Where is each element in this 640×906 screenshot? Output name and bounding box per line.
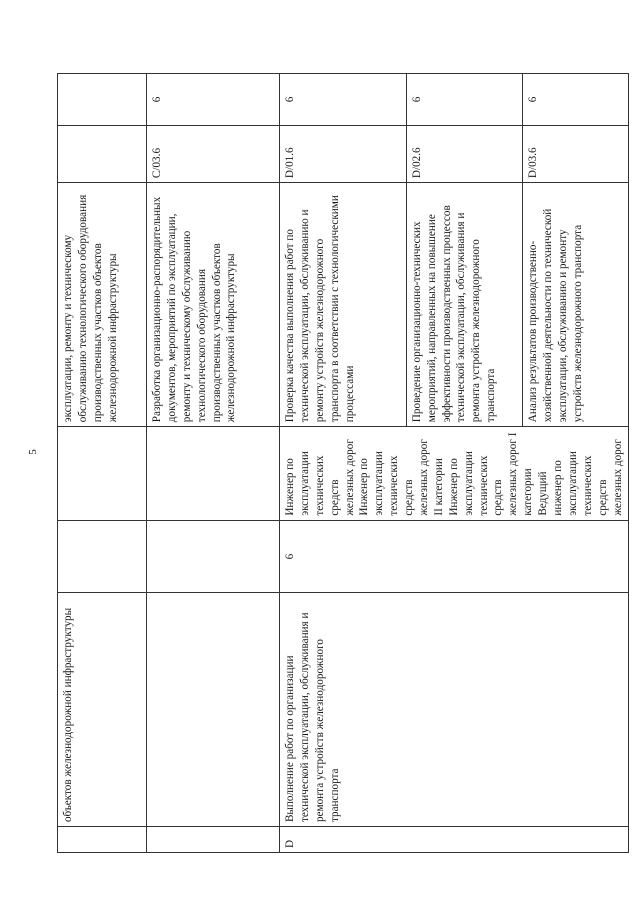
function-level-cell: 6 xyxy=(406,74,522,126)
function-code-cell: D/02.6 xyxy=(406,125,522,182)
group-name-cell: Выполнение работ по организации технической эксплуатации, обслуживания и ремонта устройств железнодорожного транспорта xyxy=(280,593,629,827)
function-level-cell: 6 xyxy=(280,74,407,126)
function-text-cell: Проведение организационно-технических мероприятий, направленных на повышение эффективности производственных процессов технической эксплуатации, обслуживания и ремонта устройств железнодорожного транспорта xyxy=(406,183,522,427)
qualifications-table xyxy=(57,73,629,853)
function-code-cell xyxy=(58,125,147,182)
function-code-cell: D/01.6 xyxy=(280,125,407,182)
positions-cell: Инженер по эксплуатации технических средств железных дорог Инженер по эксплуатации технических средств железных дорог II категории Инженер по эксплуатации технических средств железных дорог I категории Ведущий инженер по эксплуатации технических средств железных дорог xyxy=(280,427,629,520)
table-row xyxy=(58,74,147,853)
table-row xyxy=(280,74,407,853)
function-level-cell xyxy=(58,74,147,126)
group-code-cell xyxy=(147,827,280,853)
positions-cell xyxy=(147,427,280,520)
function-text-cell: Проверка качества выполнения работ по технической эксплуатации, обслуживанию и ремонту устройств железнодорожного транспорта в соответствии с технологическими процессами xyxy=(280,183,407,427)
function-text-cell: эксплуатации, ремонту и техническому обслуживанию технологического оборудования производственных участков объектов железнодорожной инфраструктуры xyxy=(58,183,147,427)
function-text-cell: Анализ результатов производственно-хозяйственной деятельности по технической эксплуатации, обслуживанию и ремонту устройств железнодорожного транспорта xyxy=(523,183,629,427)
function-level-cell: 6 xyxy=(147,74,280,126)
rotated-table-container xyxy=(57,73,624,853)
function-text-cell: Разработка организационно-распорядительных документов, мероприятий по эксплуатации, ремонту и техническому обслуживанию технологического оборудования производственных участков объектов железнодорожной инфраструктуры xyxy=(147,183,280,427)
function-level-cell: 6 xyxy=(523,74,629,126)
function-code-cell: C/03.6 xyxy=(147,125,280,182)
group-code-cell xyxy=(58,827,147,853)
group-name-cell xyxy=(147,593,280,827)
table-row xyxy=(147,74,280,853)
group-level-cell xyxy=(58,520,147,593)
group-name-cell: объектов железнодорожной инфраструктуры xyxy=(58,593,147,827)
group-code-cell: D xyxy=(280,827,629,853)
positions-cell xyxy=(58,427,147,520)
function-code-cell: D/03.6 xyxy=(523,125,629,182)
group-level-cell: 6 xyxy=(280,520,629,593)
group-level-cell xyxy=(147,520,280,593)
page-number: 5 xyxy=(26,449,39,455)
